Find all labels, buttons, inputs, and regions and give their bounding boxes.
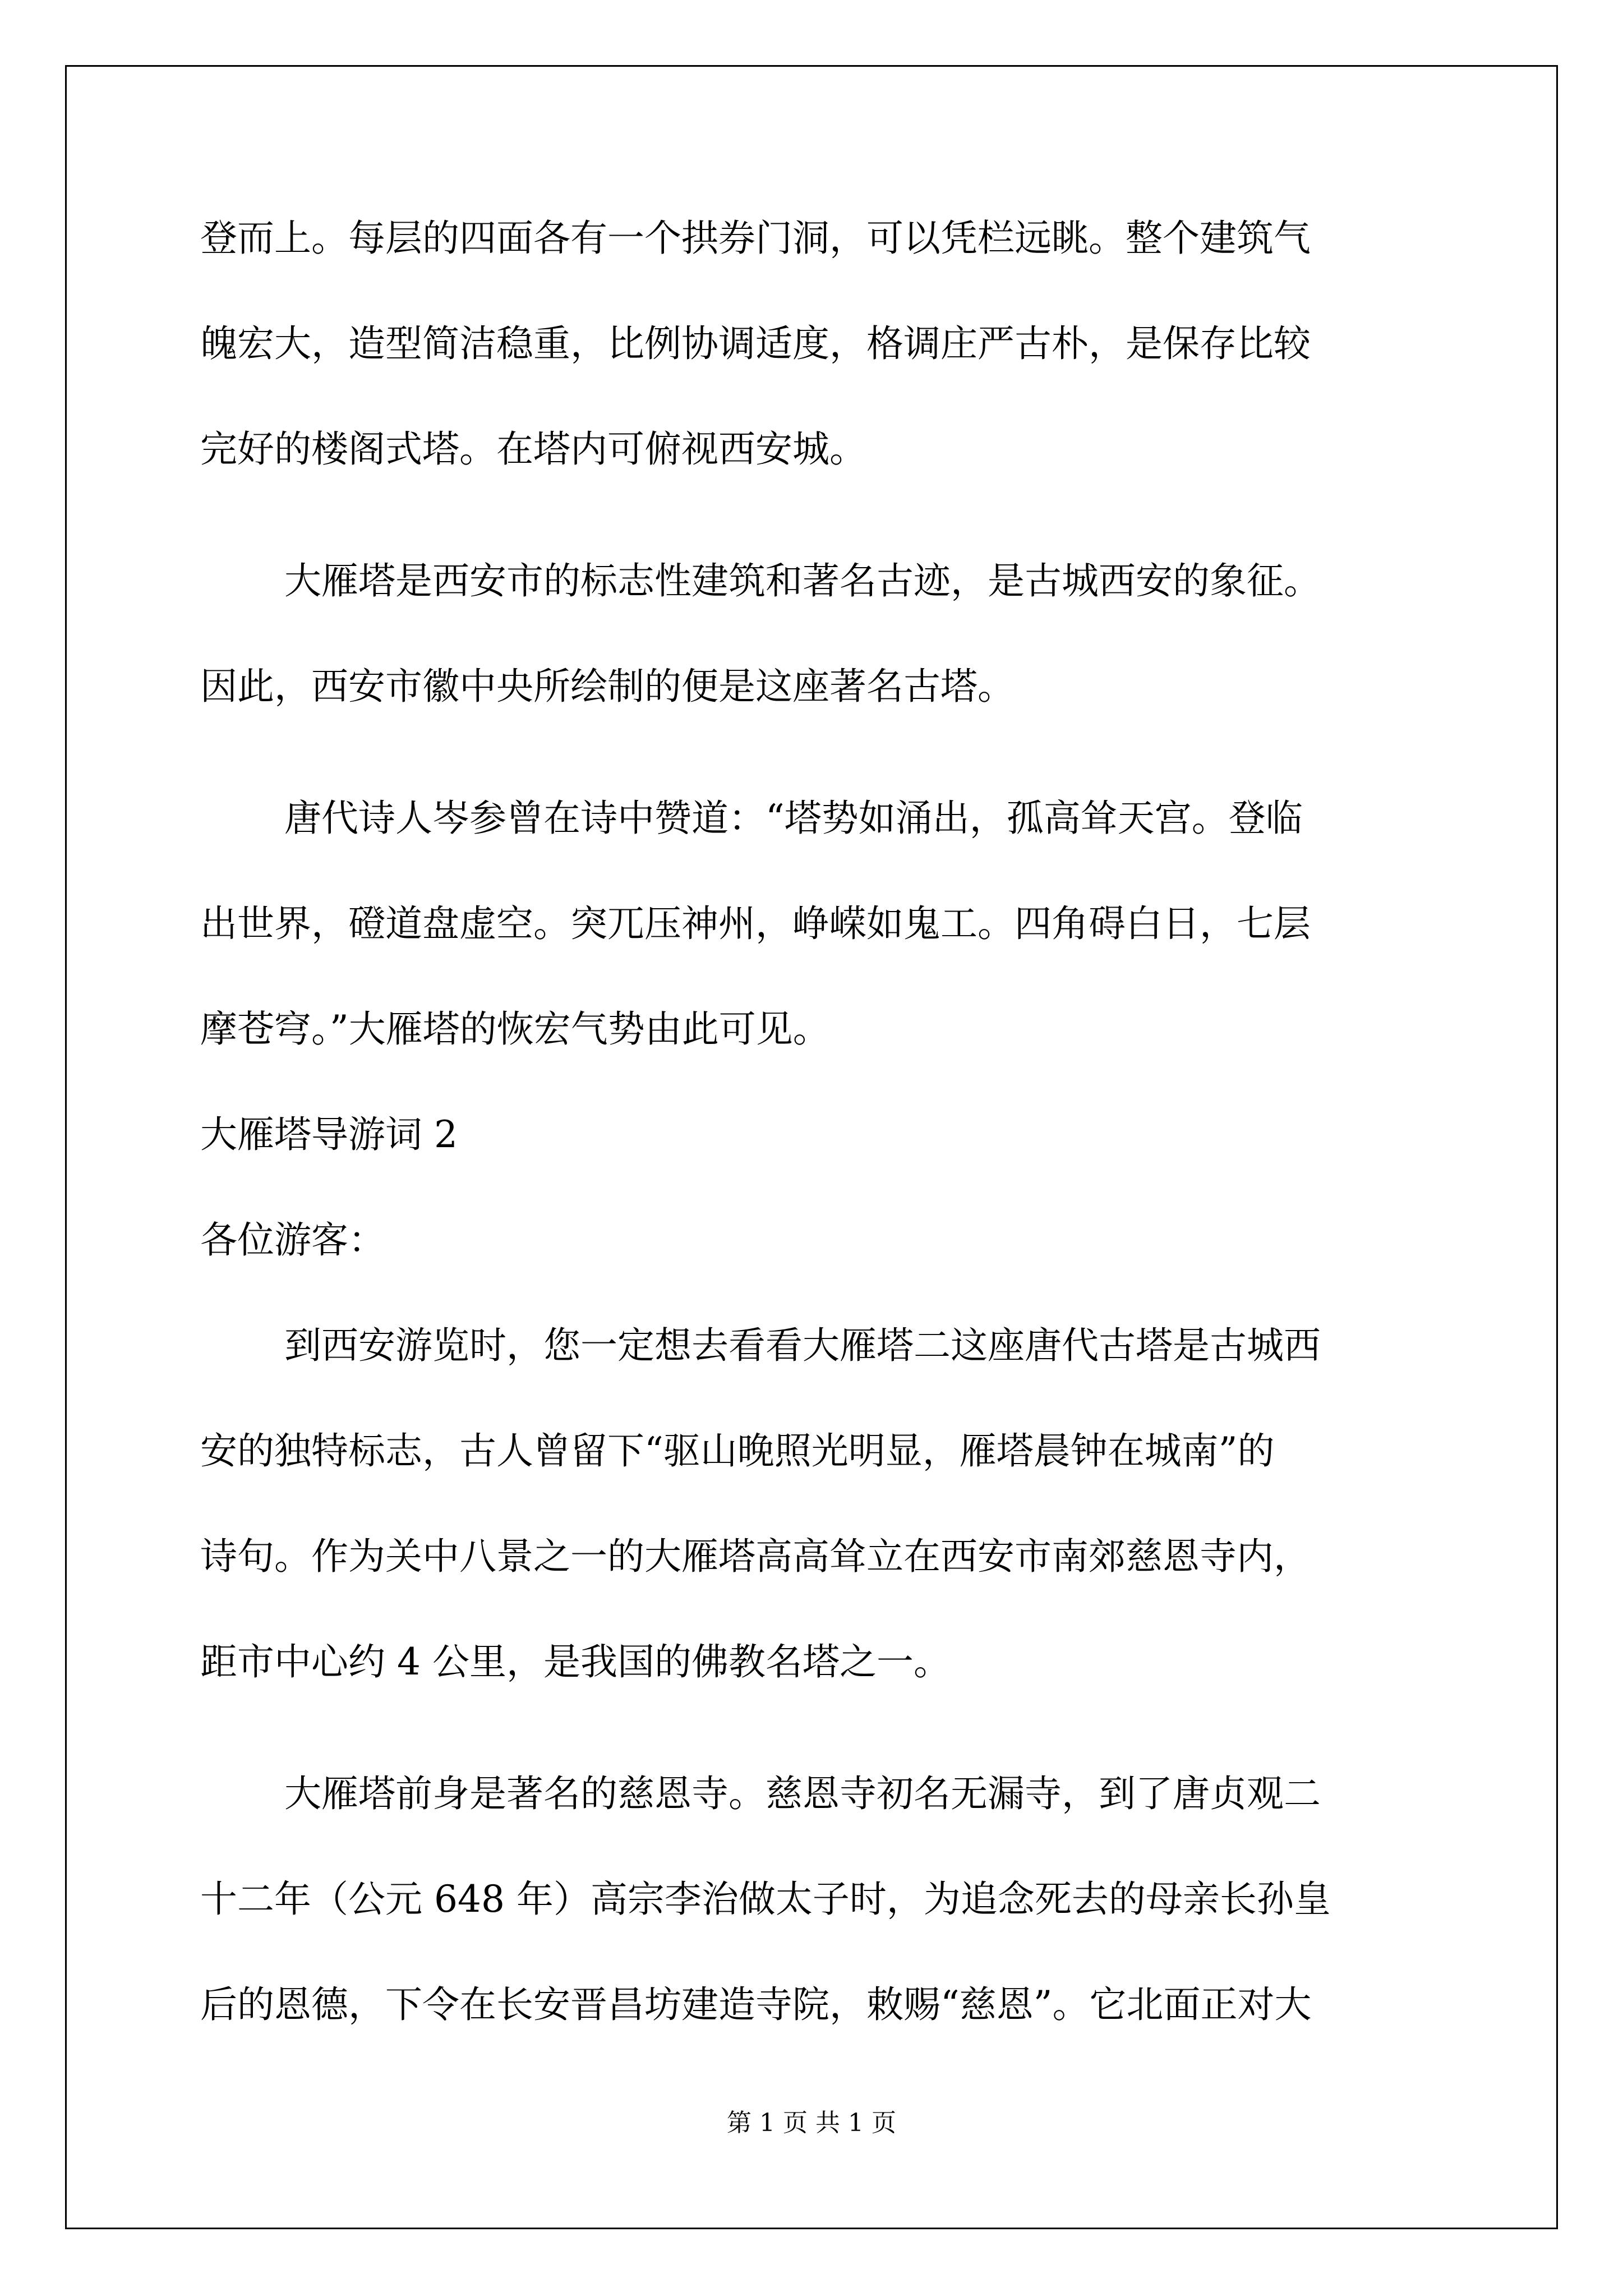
paragraph-line: 魄宏大，造型简洁稳重，比例协调适度，格调庄严古朴，是保存比较	[200, 322, 1311, 365]
page-footer: 第 1 页 共 1 页	[727, 2109, 896, 2137]
paragraph-line: 唐代诗人岑参曾在诗中赞道：“塔势如涌出，孤高耸天宫。登临	[284, 797, 1303, 840]
paragraph-line: 后的恩德，下令在长安晋昌坊建造寺院，敕赐“慈恩”。它北面正对大	[200, 1983, 1312, 2026]
paragraph-line: 距市中心约 4 公里，是我国的佛教名塔之一。	[200, 1640, 951, 1683]
paragraph-line: 大雁塔是西安市的标志性建筑和著名古迹，是古城西安的象征。	[284, 559, 1321, 602]
section-heading: 大雁塔导游词 2	[200, 1113, 458, 1156]
paragraph-line: 十二年（公元 648 年）高宗李治做太子时，为追念死去的母亲长孙皇	[200, 1878, 1331, 1921]
paragraph-line: 出世界，磴道盘虚空。突兀压神州，峥嵘如鬼工。四角碍白日，七层	[200, 902, 1311, 945]
paragraph-line: 摩苍穹。”大雁塔的恢宏气势由此可见。	[200, 1007, 830, 1051]
paragraph-line: 登而上。每层的四面各有一个拱券门洞，可以凭栏远眺。整个建筑气	[200, 217, 1311, 260]
paragraph-line: 诗句。作为关中八景之一的大雁塔高高耸立在西安市南郊慈恩寺内，	[200, 1535, 1311, 1578]
salutation: 各位游客：	[200, 1218, 385, 1262]
paragraph-line: 因此，西安市徽中央所绘制的便是这座著名古塔。	[200, 665, 1015, 708]
paragraph-line: 大雁塔前身是著名的慈恩寺。慈恩寺初名无漏寺，到了唐贞观二	[284, 1772, 1321, 1815]
paragraph-line: 到西安游览时，您一定想去看看大雁塔二这座唐代古塔是古城西	[284, 1324, 1321, 1367]
document-body	[200, 213, 1432, 2085]
paragraph-line: 完好的楼阁式塔。在塔内可俯视西安城。	[200, 427, 866, 471]
paragraph-line: 安的独特标志，古人曾留下“驱山晚照光明显，雁塔晨钟在城南”的	[200, 1429, 1275, 1473]
